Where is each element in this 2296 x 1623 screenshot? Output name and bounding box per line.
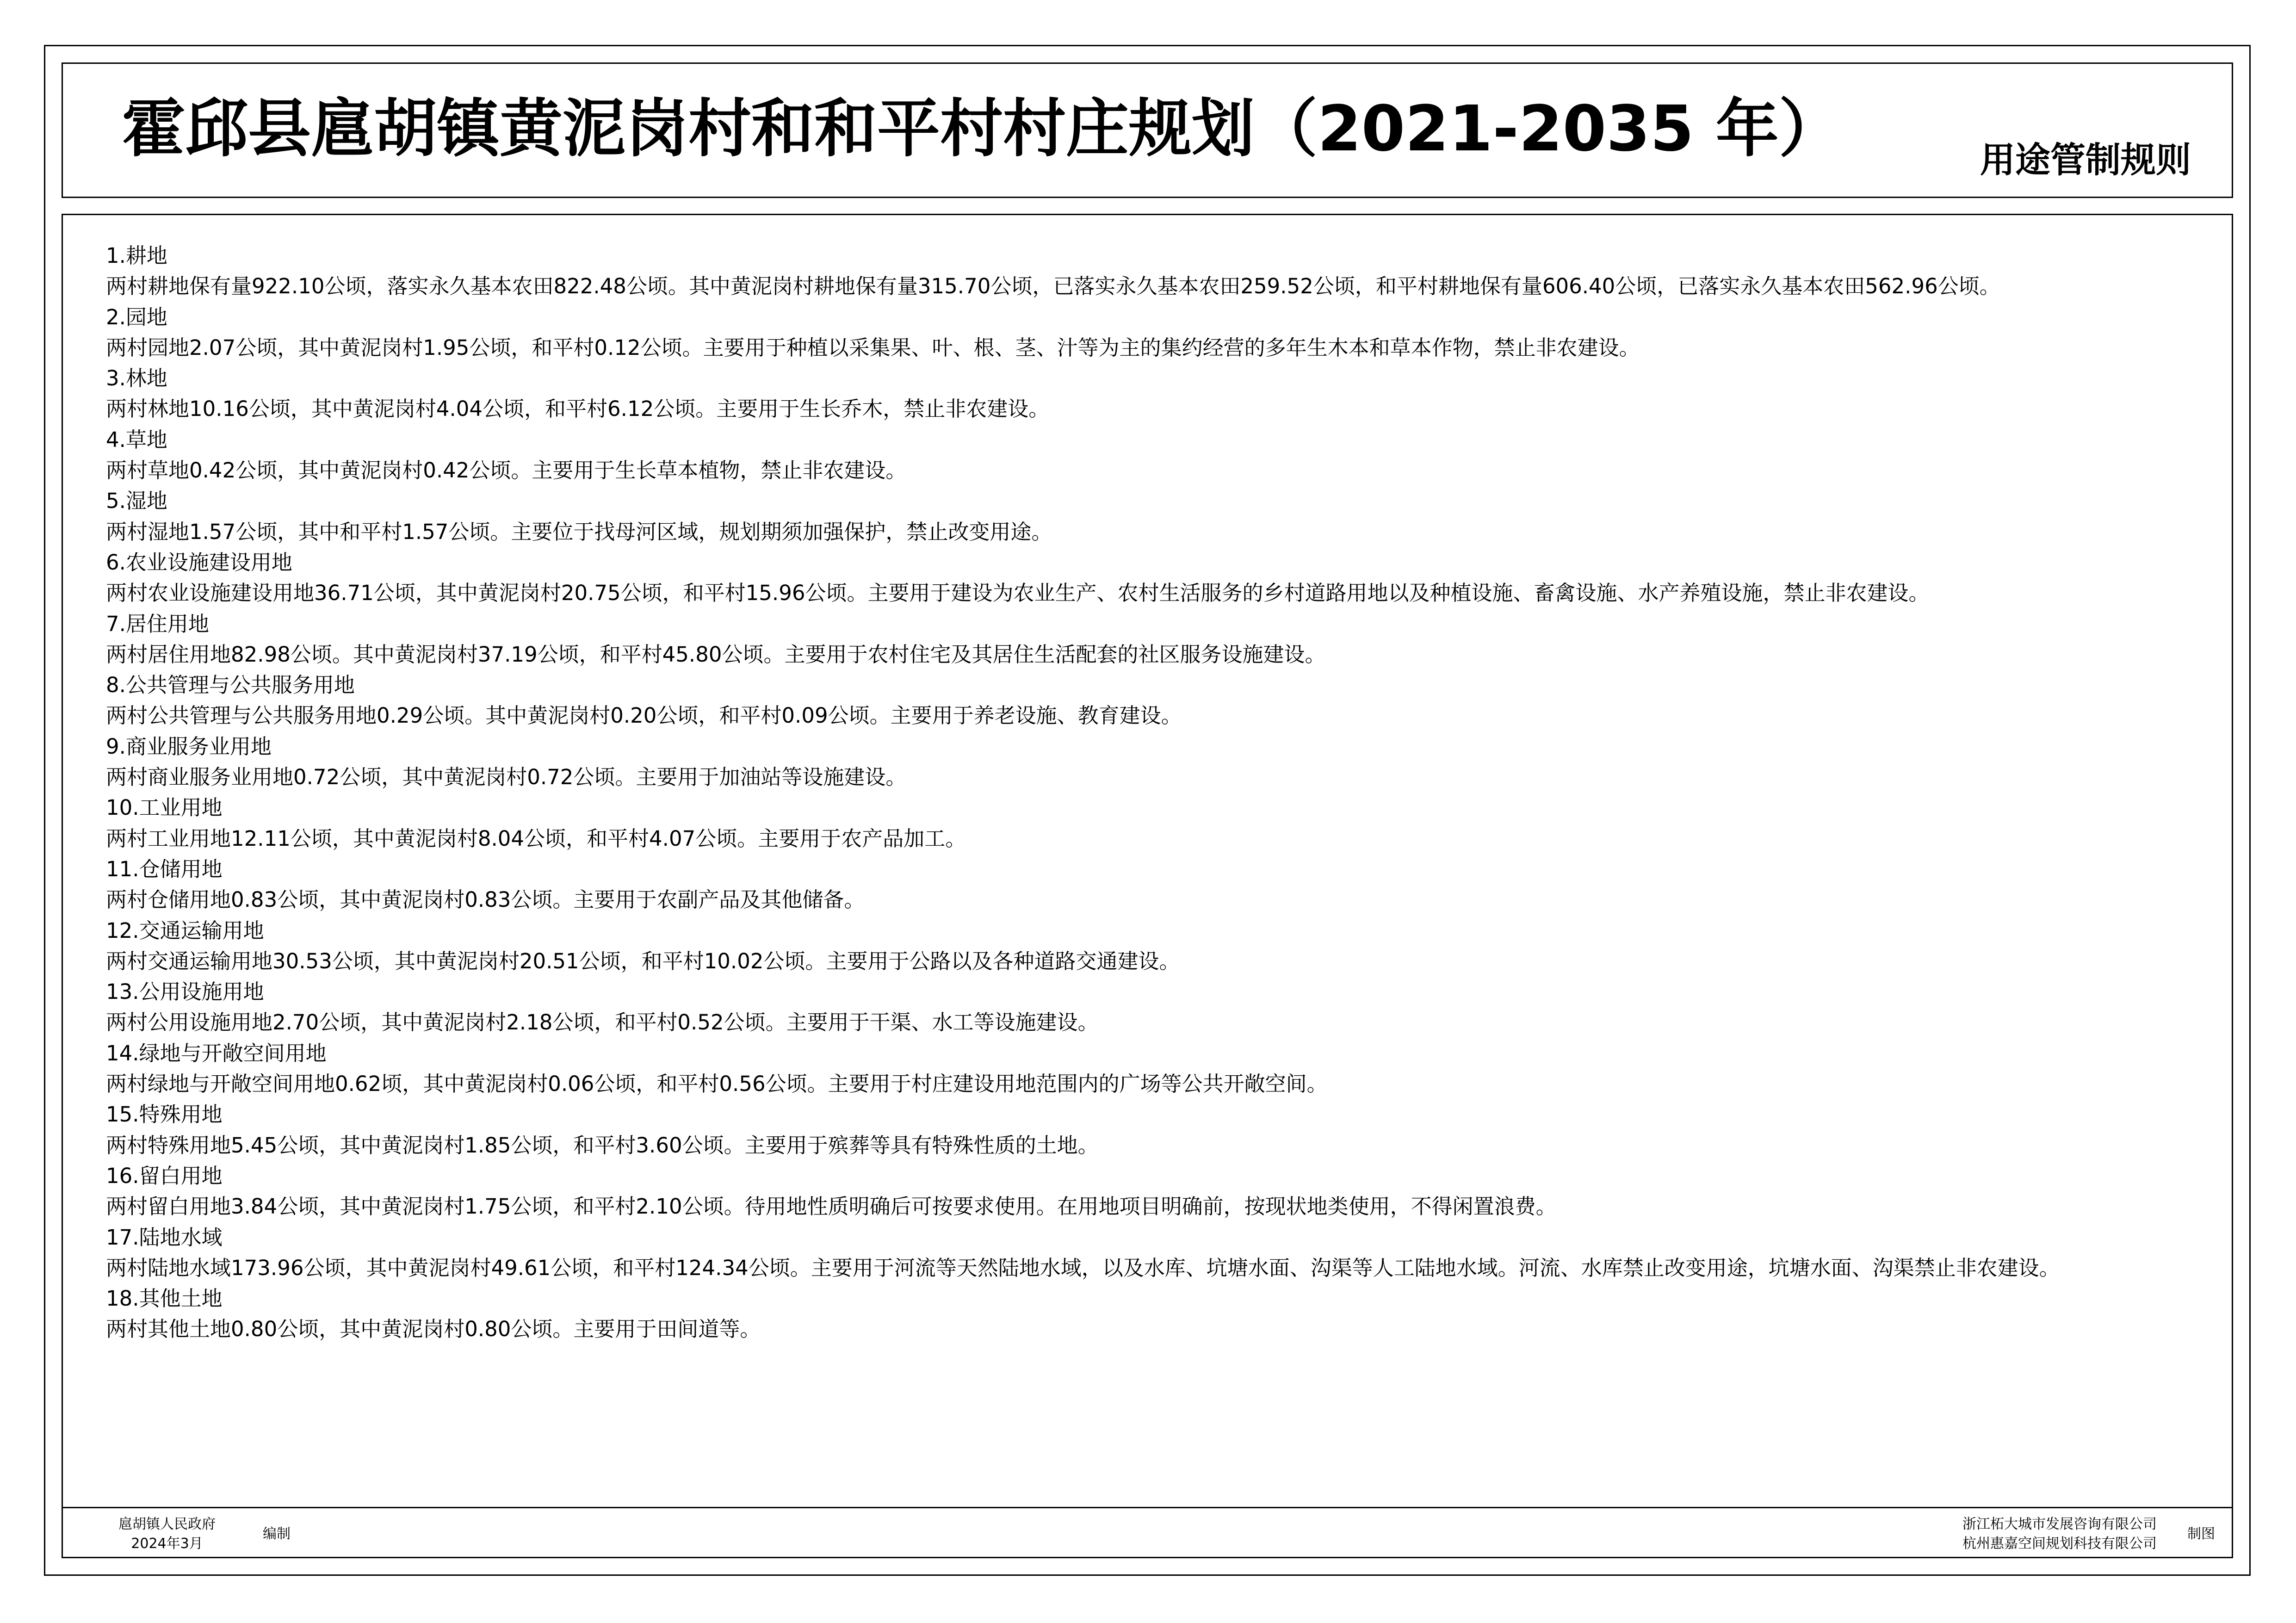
rule-heading: 4.草地 [106, 427, 167, 452]
footer-strip [62, 1508, 2233, 1558]
rule-body: 两村农业设施建设用地36.71公顷，其中黄泥岗村20.75公顷，和平村15.96公顷。主要用于建设为农业生产、农村生活服务的乡村道路用地以及种植设施、畜禽设施、水产养殖设施，禁止非农建设。 [106, 581, 1930, 606]
compiler-block [118, 1515, 216, 1554]
rule-heading: 1.耕地 [106, 243, 167, 268]
rule-item [106, 731, 2174, 793]
rule-body: 两村其他土地0.80公顷，其中黄泥岗村0.80公顷。主要用于田间道等。 [106, 1317, 761, 1342]
maker-org-1: 浙江柘大城市发展咨询有限公司 [1962, 1516, 2157, 1532]
rule-heading: 14.绿地与开敞空间用地 [106, 1041, 327, 1065]
rule-body: 两村陆地水域173.96公顷，其中黄泥岗村49.61公顷，和平村124.34公顷。主要用于河流等天然陆地水域，以及水库、坑塘水面、沟渠等人工陆地水域。河流、水库禁止改变用途，坑塘水面、沟渠禁止非农建设。 [106, 1255, 2060, 1280]
rule-item [106, 609, 2174, 670]
page-subtitle: 用途管制规则 [1980, 139, 2191, 180]
rule-item [106, 793, 2174, 854]
rule-body: 两村耕地保有量922.10公顷，落实永久基本农田822.48公顷。其中黄泥岗村耕地保有量315.70公顷，已落实永久基本农田259.52公顷，和平村耕地保有量606.40公顷，已落实永久基本农田562.96公顷。 [106, 274, 2000, 299]
rules-panel [62, 214, 2233, 1508]
rule-body: 两村草地0.42公顷，其中黄泥岗村0.42公顷。主要用于生长草本植物，禁止非农建设。 [106, 458, 907, 483]
compiler-role: 编制 [263, 1526, 291, 1542]
rules-list [106, 241, 2174, 1345]
rule-body: 两村园地2.07公顷，其中黄泥岗村1.95公顷，和平村0.12公顷。主要用于种植以采集果、叶、根、茎、汁等为主的集约经营的多年生木本和草本作物，禁止非农建设。 [106, 335, 1640, 360]
rule-heading: 12.交通运输用地 [106, 918, 264, 943]
maker-org-2: 杭州惠嘉空间规划科技有限公司 [1962, 1536, 2157, 1552]
rule-item [106, 1099, 2174, 1161]
rule-heading: 2.园地 [106, 304, 167, 329]
rule-item [106, 486, 2174, 547]
rule-heading: 8.公共管理与公共服务用地 [106, 673, 355, 698]
rule-item [106, 916, 2174, 977]
rule-heading: 6.农业设施建设用地 [106, 550, 292, 575]
rule-body: 两村公用设施用地2.70公顷，其中黄泥岗村2.18公顷，和平村0.52公顷。主要用于干渠、水工等设施建设。 [106, 1010, 1099, 1035]
rule-body: 两村仓储用地0.83公顷，其中黄泥岗村0.83公顷。主要用于农副产品及其他储备。 [106, 887, 865, 912]
rule-body: 两村商业服务业用地0.72公顷，其中黄泥岗村0.72公顷。主要用于加油站等设施建设。 [106, 765, 907, 790]
rule-heading: 9.商业服务业用地 [106, 734, 272, 759]
rule-heading: 5.湿地 [106, 489, 167, 514]
rule-item [106, 854, 2174, 916]
rule-item [106, 241, 2174, 302]
rule-item [106, 363, 2174, 425]
rule-body: 两村绿地与开敞空间用地0.62顷，其中黄泥岗村0.06公顷，和平村0.56公顷。主要用于村庄建设用地范围内的广场等公共开敞空间。 [106, 1072, 1328, 1096]
rule-heading: 18.其他土地 [106, 1286, 223, 1311]
rule-heading: 16.留白用地 [106, 1163, 223, 1188]
title-block [62, 62, 2233, 198]
rule-body: 两村特殊用地5.45公顷，其中黄泥岗村1.85公顷，和平村3.60公顷。主要用于殡葬等具有特殊性质的土地。 [106, 1133, 1099, 1158]
rule-body: 两村公共管理与公共服务用地0.29公顷。其中黄泥岗村0.20公顷，和平村0.09公顷。主要用于养老设施、教育建设。 [106, 703, 1182, 728]
rule-item [106, 547, 2174, 609]
rule-body: 两村居住用地82.98公顷。其中黄泥岗村37.19公顷，和平村45.80公顷。主要用于农村住宅及其居住生活配套的社区服务设施建设。 [106, 642, 1326, 667]
rule-heading: 17.陆地水域 [106, 1225, 223, 1250]
rule-item [106, 302, 2174, 364]
rule-item [106, 1283, 2174, 1345]
rule-body: 两村交通运输用地30.53公顷，其中黄泥岗村20.51公顷，和平村10.02公顷。主要用于公路以及各种道路交通建设。 [106, 948, 1180, 973]
maker-role: 制图 [2187, 1526, 2215, 1542]
rule-item [106, 977, 2174, 1038]
rule-heading: 13.公用设施用地 [106, 979, 264, 1004]
rule-item [106, 425, 2174, 486]
rule-body: 两村留白用地3.84公顷，其中黄泥岗村1.75公顷，和平村2.10公顷。待用地性质明确后可按要求使用。在用地项目明确前，按现状地类使用，不得闲置浪费。 [106, 1194, 1557, 1219]
rule-heading: 7.居住用地 [106, 611, 209, 636]
rule-body: 两村湿地1.57公顷，其中和平村1.57公顷。主要位于找母河区域，规划期须加强保护，禁止改变用途。 [106, 519, 1052, 544]
compiler-org: 扈胡镇人民政府 [118, 1516, 216, 1532]
rule-heading: 11.仓储用地 [106, 856, 223, 881]
rule-heading: 3.林地 [106, 366, 167, 391]
compiler-date: 2024年3月 [131, 1536, 203, 1552]
maker-block [1962, 1515, 2157, 1554]
rule-item [106, 1222, 2174, 1284]
rule-body: 两村林地10.16公顷，其中黄泥岗村4.04公顷，和平村6.12公顷。主要用于生长乔木，禁止非农建设。 [106, 396, 1050, 421]
rule-item [106, 1038, 2174, 1100]
rule-item [106, 670, 2174, 731]
rule-heading: 10.工业用地 [106, 795, 223, 820]
rule-item [106, 1161, 2174, 1222]
rule-heading: 15.特殊用地 [106, 1102, 223, 1127]
page-title: 霍邱县扈胡镇黄泥岗村和和平村村庄规划（2021-2035 年） [122, 93, 1842, 166]
rule-body: 两村工业用地12.11公顷，其中黄泥岗村8.04公顷，和平村4.07公顷。主要用于农产品加工。 [106, 826, 966, 851]
